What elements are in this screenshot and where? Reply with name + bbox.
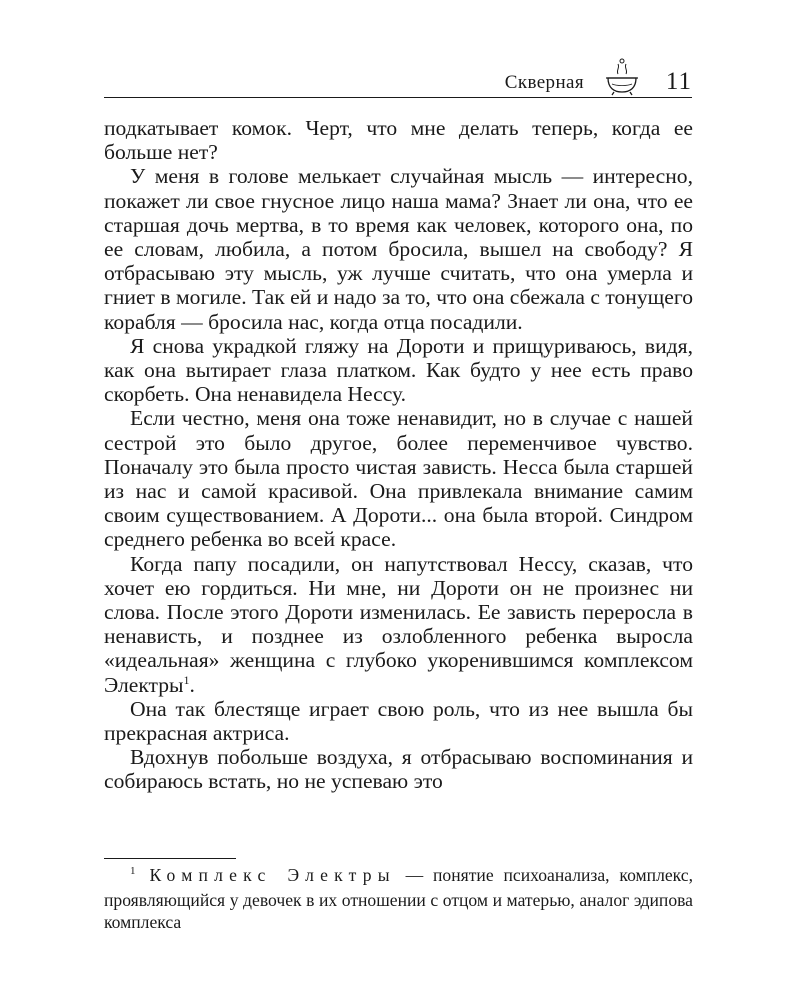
header-rule (104, 97, 692, 98)
footnote-reference: 1 (183, 672, 190, 687)
footnote (104, 864, 693, 933)
paragraph: У меня в голове мелькает случайная мысль — интересно, покажет ли свое гнусное лицо наша мама? Знает ли она, что ее старшая дочь мертва, в то время как человек, которого она, по ее словам, любила, а потом бросила, вышел на свободу? Я отбрасываю эту мысль, уж лучше считать, что она умерла и гниет в могиле. Так ей и надо за то, что она сбежала с тонущего корабля — бросила нас, когда отца посадили. (104, 164, 693, 334)
running-header (104, 64, 692, 98)
footnote-text: — понятие психоанализа, комплекс, проявляющийся у девочек в их отношении с отцом и матерью, аналог эдипова комплекса (104, 865, 693, 932)
footnote-term: Комплекс Электры (149, 865, 396, 885)
cauldron-ornament-icon (600, 56, 644, 96)
footnote-marker: 1 (130, 865, 136, 877)
paragraph-end: . (189, 672, 195, 697)
paragraph: Я снова украдкой гляжу на Дороти и прищуриваюсь, видя, как она вытирает глаза платком. Как будто у нее есть право скорбеть. Она ненавидела Нессу. (104, 333, 693, 407)
footnote-paragraph (104, 864, 693, 933)
paragraph: Если честно, меня она тоже ненавидит, но в случае с нашей сестрой это было другое, более переменчивое чувство. Поначалу это была просто чистая зависть. Несса была старшей из нас и самой красивой. Она привлекала внимание самим своим существованием. А Дороти... она была второй. Синдром среднего ребенка во всей красе. (104, 406, 693, 552)
paragraph: подкатывает комок. Черт, что мне делать теперь, когда ее больше нет? (104, 116, 693, 165)
running-title: Скверная (504, 72, 584, 93)
paragraph: Она так блестяще играет свою роль, что из нее вышла бы прекрасная актриса. (104, 696, 693, 746)
paragraph-text: Когда папу посадили, он напутствовал Нессу, сказав, что хочет ею гордиться. Ни мне, ни Дороти он не произнес ни слова. После этого Дороти изменилась. Ее зависть переросла в ненависть, и позднее из озлобленного ребенка выросла «идеальная» женщина с глубоко укоренившимся комплексом Электры (104, 551, 693, 697)
paragraph (104, 552, 693, 697)
page-number: 11 (665, 68, 692, 95)
body-text (104, 116, 693, 794)
footnote-rule (104, 858, 236, 859)
paragraph: Вдохнув побольше воздуха, я отбрасываю воспоминания и собираюсь встать, но не успеваю это (104, 745, 693, 794)
